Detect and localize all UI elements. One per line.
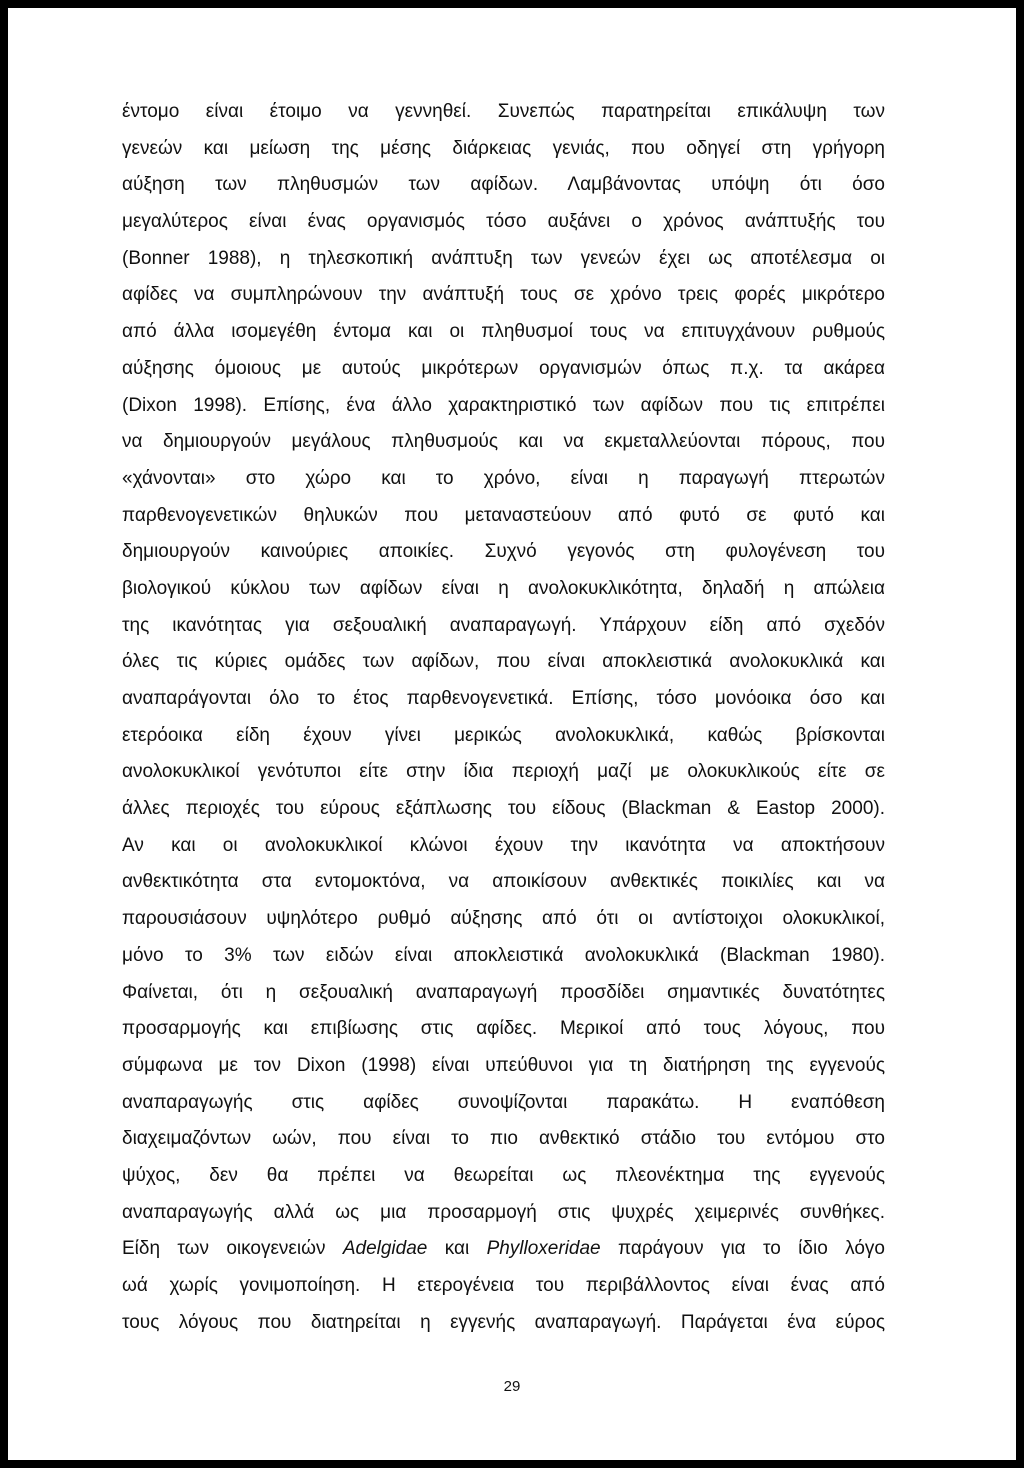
text-line-italic-taxa	[122, 1231, 885, 1268]
taxon-phylloxeridae: Phylloxeridae	[486, 1238, 601, 1260]
text-line: προσαρμογής και επιβίωσης στις αφίδες. Μερικοί από τους λόγους, που	[122, 1018, 885, 1040]
text-line: Αν και οι ανολοκυκλικοί κλώνοι έχουν την ικανότητα να αποκτήσουν	[122, 834, 885, 856]
text-line: τους λόγους που διατηρείται η εγγενής αναπαραγωγή. Παράγεται ένα εύρος	[122, 1311, 885, 1333]
text-fragment: και	[427, 1238, 487, 1260]
text-line: παρουσιάσουν υψηλότερο ρυθμό αύξησης από ότι οι αντίστοιχοι ολοκυκλικοί,	[122, 908, 885, 930]
text-line: αύξησης όμοιους με αυτούς μικρότερων οργανισμών όπως π.χ. τα ακάρεα	[122, 357, 885, 379]
text-line: από άλλα ισομεγέθη έντομα και οι πληθυσμοί τους να επιτυγχάνουν ρυθμούς	[122, 321, 885, 343]
text-line: (Dixon 1998). Επίσης, ένα άλλο χαρακτηριστικό των αφίδων που τις επιτρέπει	[122, 394, 885, 416]
text-line: αναπαραγωγής αλλά ως μια προσαρμογή στις ψυχρές χειμερινές συνθήκες.	[122, 1201, 885, 1223]
text-line: ετερόοικα είδη έχουν γίνει μερικώς ανολοκυκλικά, καθώς βρίσκονται	[122, 724, 885, 746]
text-line: αύξηση των πληθυσμών των αφίδων. Λαμβάνοντας υπόψη ότι όσο	[122, 174, 885, 196]
page-number: 29	[503, 1378, 521, 1395]
text-line: διαχειμαζόντων ωών, που είναι το πιο ανθεκτικό στάδιο του εντόμου στο	[122, 1128, 885, 1150]
text-line: γενεών και μείωση της μέσης διάρκειας γενιάς, που οδηγεί στη γρήγορη	[122, 137, 885, 159]
text-line: μεγαλύτερος είναι ένας οργανισμός τόσο αυξάνει ο χρόνος ανάπτυξής του	[122, 211, 885, 233]
text-line: ψύχος, δεν θα πρέπει να θεωρείται ως πλεονέκτημα της εγγενούς	[122, 1164, 885, 1186]
text-line: όλες τις κύριες ομάδες των αφίδων, που είναι αποκλειστικά ανολοκυκλικά και	[122, 651, 885, 673]
text-line: μόνο το 3% των ειδών είναι αποκλειστικά ανολοκυκλικά (Blackman 1980).	[122, 944, 885, 966]
text-line: παρθενογενετικών θηλυκών που μεταναστεύουν από φυτό σε φυτό και	[122, 504, 885, 526]
text-line: αναπαραγωγής στις αφίδες συνοψίζονται παρακάτω. Η εναπόθεση	[122, 1091, 885, 1113]
text-fragment: παράγουν για το ίδιο λόγο	[600, 1238, 885, 1260]
taxon-adelgidae: Adelgidae	[342, 1238, 428, 1260]
text-line: «χάνονται» στο χώρο και το χρόνο, είναι η παραγωγή πτερωτών	[122, 467, 885, 489]
text-line: ανθεκτικότητα στα εντομοκτόνα, να αποικίσουν ανθεκτικές ποικιλίες και να	[122, 871, 885, 893]
text-line: της ικανότητας για σεξουαλική αναπαραγωγή. Υπάρχουν είδη από σχεδόν	[122, 614, 885, 636]
text-line: αφίδες να συμπληρώνουν την ανάπτυξή τους σε χρόνο τρεις φορές μικρότερο	[122, 284, 885, 306]
text-line: ανολοκυκλικοί γενότυποι είτε στην ίδια περιοχή μαζί με ολοκυκλικούς είτε σε	[122, 761, 885, 783]
text-line: ωά χωρίς γονιμοποίηση. Η ετερογένεια του περιβάλλοντος είναι ένας από	[122, 1275, 885, 1296]
body-text	[122, 94, 885, 1341]
text-line: άλλες περιοχές του εύρους εξάπλωσης του είδους (Blackman & Eastop 2000).	[122, 798, 885, 820]
text-fragment: Είδη των οικογενειών	[122, 1238, 343, 1260]
text-line: (Bonner 1988), η τηλεσκοπική ανάπτυξη των γενεών έχει ως αποτέλεσμα οι	[122, 247, 885, 269]
text-line: έντομο είναι έτοιμο να γεννηθεί. Συνεπώς παρατηρείται επικάλυψη των	[122, 101, 885, 122]
text-line: να δημιουργούν μεγάλους πληθυσμούς και να εκμεταλλεύονται πόρους, που	[122, 431, 885, 453]
text-line: αναπαράγονται όλο το έτος παρθενογενετικά. Επίσης, τόσο μονόοικα όσο και	[122, 688, 885, 709]
text-line: βιολογικού κύκλου των αφίδων είναι η ανολοκυκλικότητα, δηλαδή η απώλεια	[122, 577, 885, 599]
text-line: Φαίνεται, ότι η σεξουαλική αναπαραγωγή προσδίδει σημαντικές δυνατότητες	[122, 981, 885, 1003]
document-page	[8, 8, 1016, 1460]
text-line: σύμφωνα με τον Dixon (1998) είναι υπεύθυνοι για τη διατήρηση της εγγενούς	[122, 1054, 885, 1076]
text-line: δημιουργούν καινούριες αποικίες. Συχνό γεγονός στη φυλογένεση του	[122, 541, 885, 563]
